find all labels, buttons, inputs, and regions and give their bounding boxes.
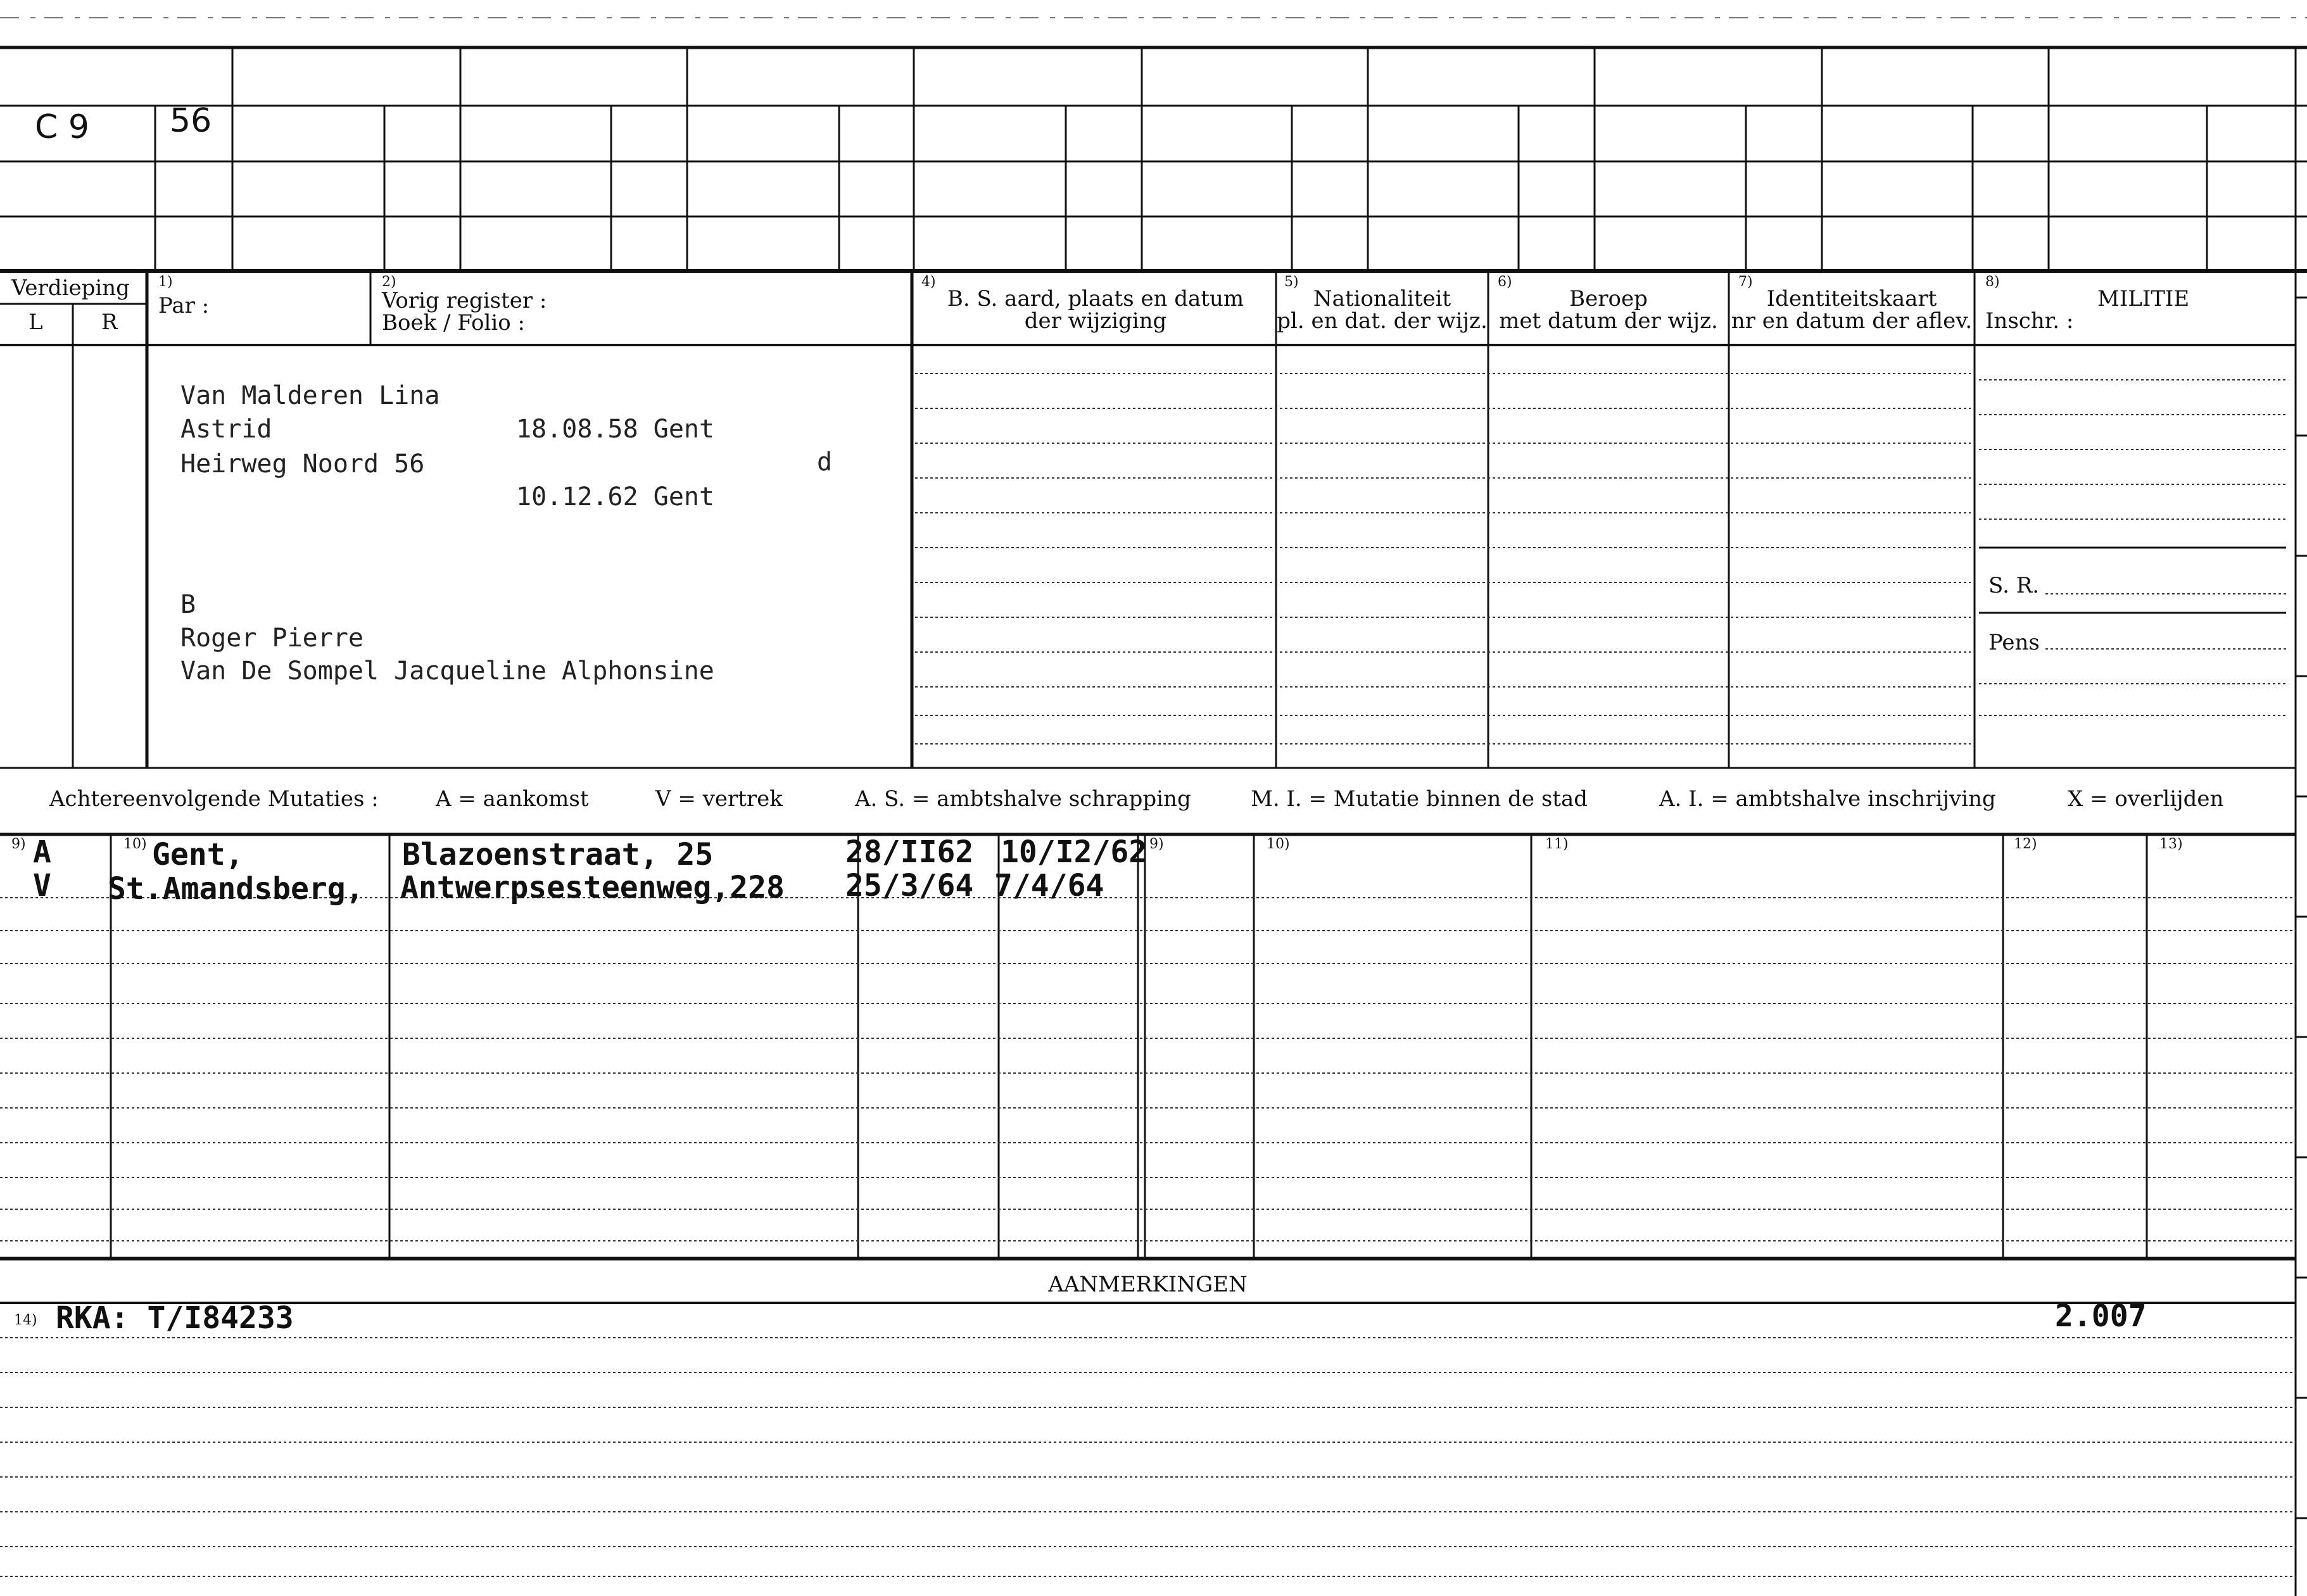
person-father: Roger Pierre [180, 624, 363, 653]
remarks-text: RKA: T/I84233 [56, 1300, 294, 1336]
header-verdieping: Verdieping [11, 275, 130, 301]
col-number: 6) [1498, 274, 1512, 290]
header-beroep: Beroep [1569, 286, 1648, 311]
header-beroep-sub: met datum der wijz. [1499, 308, 1718, 334]
mutation-date-1: 28/II62 [845, 834, 974, 870]
col-number: 5) [1284, 274, 1299, 290]
person-surname: Van Malderen Lina [180, 381, 440, 410]
mutation-date-1: 25/3/64 [845, 868, 974, 903]
mutations-title: Achtereenvolgende Mutaties : [49, 786, 379, 812]
legend-city-mutation: M. I. = Mutatie binnen de stad [1251, 786, 1588, 812]
col-number: 13) [2159, 836, 2183, 852]
person-mother: Van De Sompel Jacqueline Alphonsine [180, 657, 714, 686]
col-number: 12) [2014, 836, 2037, 852]
col-number: 10) [123, 836, 147, 852]
header-vorig-register: Vorig register : [382, 288, 547, 313]
col-number: 10) [1267, 836, 1290, 852]
header-nationaliteit-sub: pl. en dat. der wijz. [1277, 308, 1488, 334]
card-code-primary: C 9 [35, 108, 89, 146]
header-bs-wijziging: der wijziging [1024, 308, 1167, 334]
legend-official-removal: A. S. = ambtshalve schrapping [855, 786, 1191, 812]
header-identiteitskaart: Identiteitskaart [1766, 286, 1937, 311]
col-number: 8) [1985, 274, 2000, 290]
header-r: R [101, 310, 118, 335]
legend-official-registration: A. I. = ambtshalve inschrijving [1659, 786, 1996, 812]
remarks-code: 2.007 [2055, 1298, 2147, 1334]
col-number: 9) [1149, 836, 1164, 852]
mutation-type: A [33, 834, 51, 870]
label-sr: S. R. [1988, 573, 2040, 598]
card-code-number: 56 [170, 102, 212, 140]
mutation-place: St.Amandsberg, [108, 871, 364, 907]
mutation-date-2: 10/I2/62 [1001, 834, 1147, 870]
person-birth: 18.08.58 Gent [516, 415, 715, 444]
legend-death: X = overlijden [2068, 786, 2224, 812]
remarks-title: AANMERKINGEN [1048, 1272, 1248, 1297]
header-l: L [28, 310, 43, 335]
header-boek-folio: Boek / Folio : [382, 310, 525, 336]
mutation-type: V [33, 868, 51, 903]
mutation-street: Antwerpsesteenweg,228 [400, 870, 785, 905]
mutation-place: Gent, [152, 837, 244, 872]
mutation-date-2: 7/4/64 [994, 868, 1104, 903]
header-par: Par : [158, 293, 210, 318]
header-bs-aard: B. S. aard, plaats en datum [947, 286, 1244, 311]
col-number: 4) [921, 274, 936, 290]
col-number: 9) [11, 836, 26, 852]
person-address: Heirweg Noord 56 [180, 449, 425, 479]
col-number: 11) [1545, 836, 1569, 852]
label-pens: Pens [1988, 630, 2040, 655]
col-number: 2) [382, 274, 396, 290]
header-identiteitskaart-sub: nr en datum der aflev. [1731, 308, 1973, 334]
header-inschrijving: Inschr. : [1985, 308, 2074, 334]
mutation-street: Blazoenstraat, 25 [402, 837, 714, 872]
col-number: 14) [14, 1312, 37, 1328]
header-militie: MILITIE [2097, 286, 2190, 311]
header-nationaliteit: Nationaliteit [1313, 286, 1451, 311]
legend-arrival: A = aankomst [436, 786, 589, 812]
person-mark: d [817, 448, 833, 477]
col-number: 7) [1738, 274, 1753, 290]
person-status: B [180, 590, 196, 619]
person-date: 10.12.62 Gent [516, 482, 715, 512]
person-firstname: Astrid [180, 415, 272, 444]
legend-departure: V = vertrek [655, 786, 783, 812]
col-number: 1) [158, 274, 173, 290]
